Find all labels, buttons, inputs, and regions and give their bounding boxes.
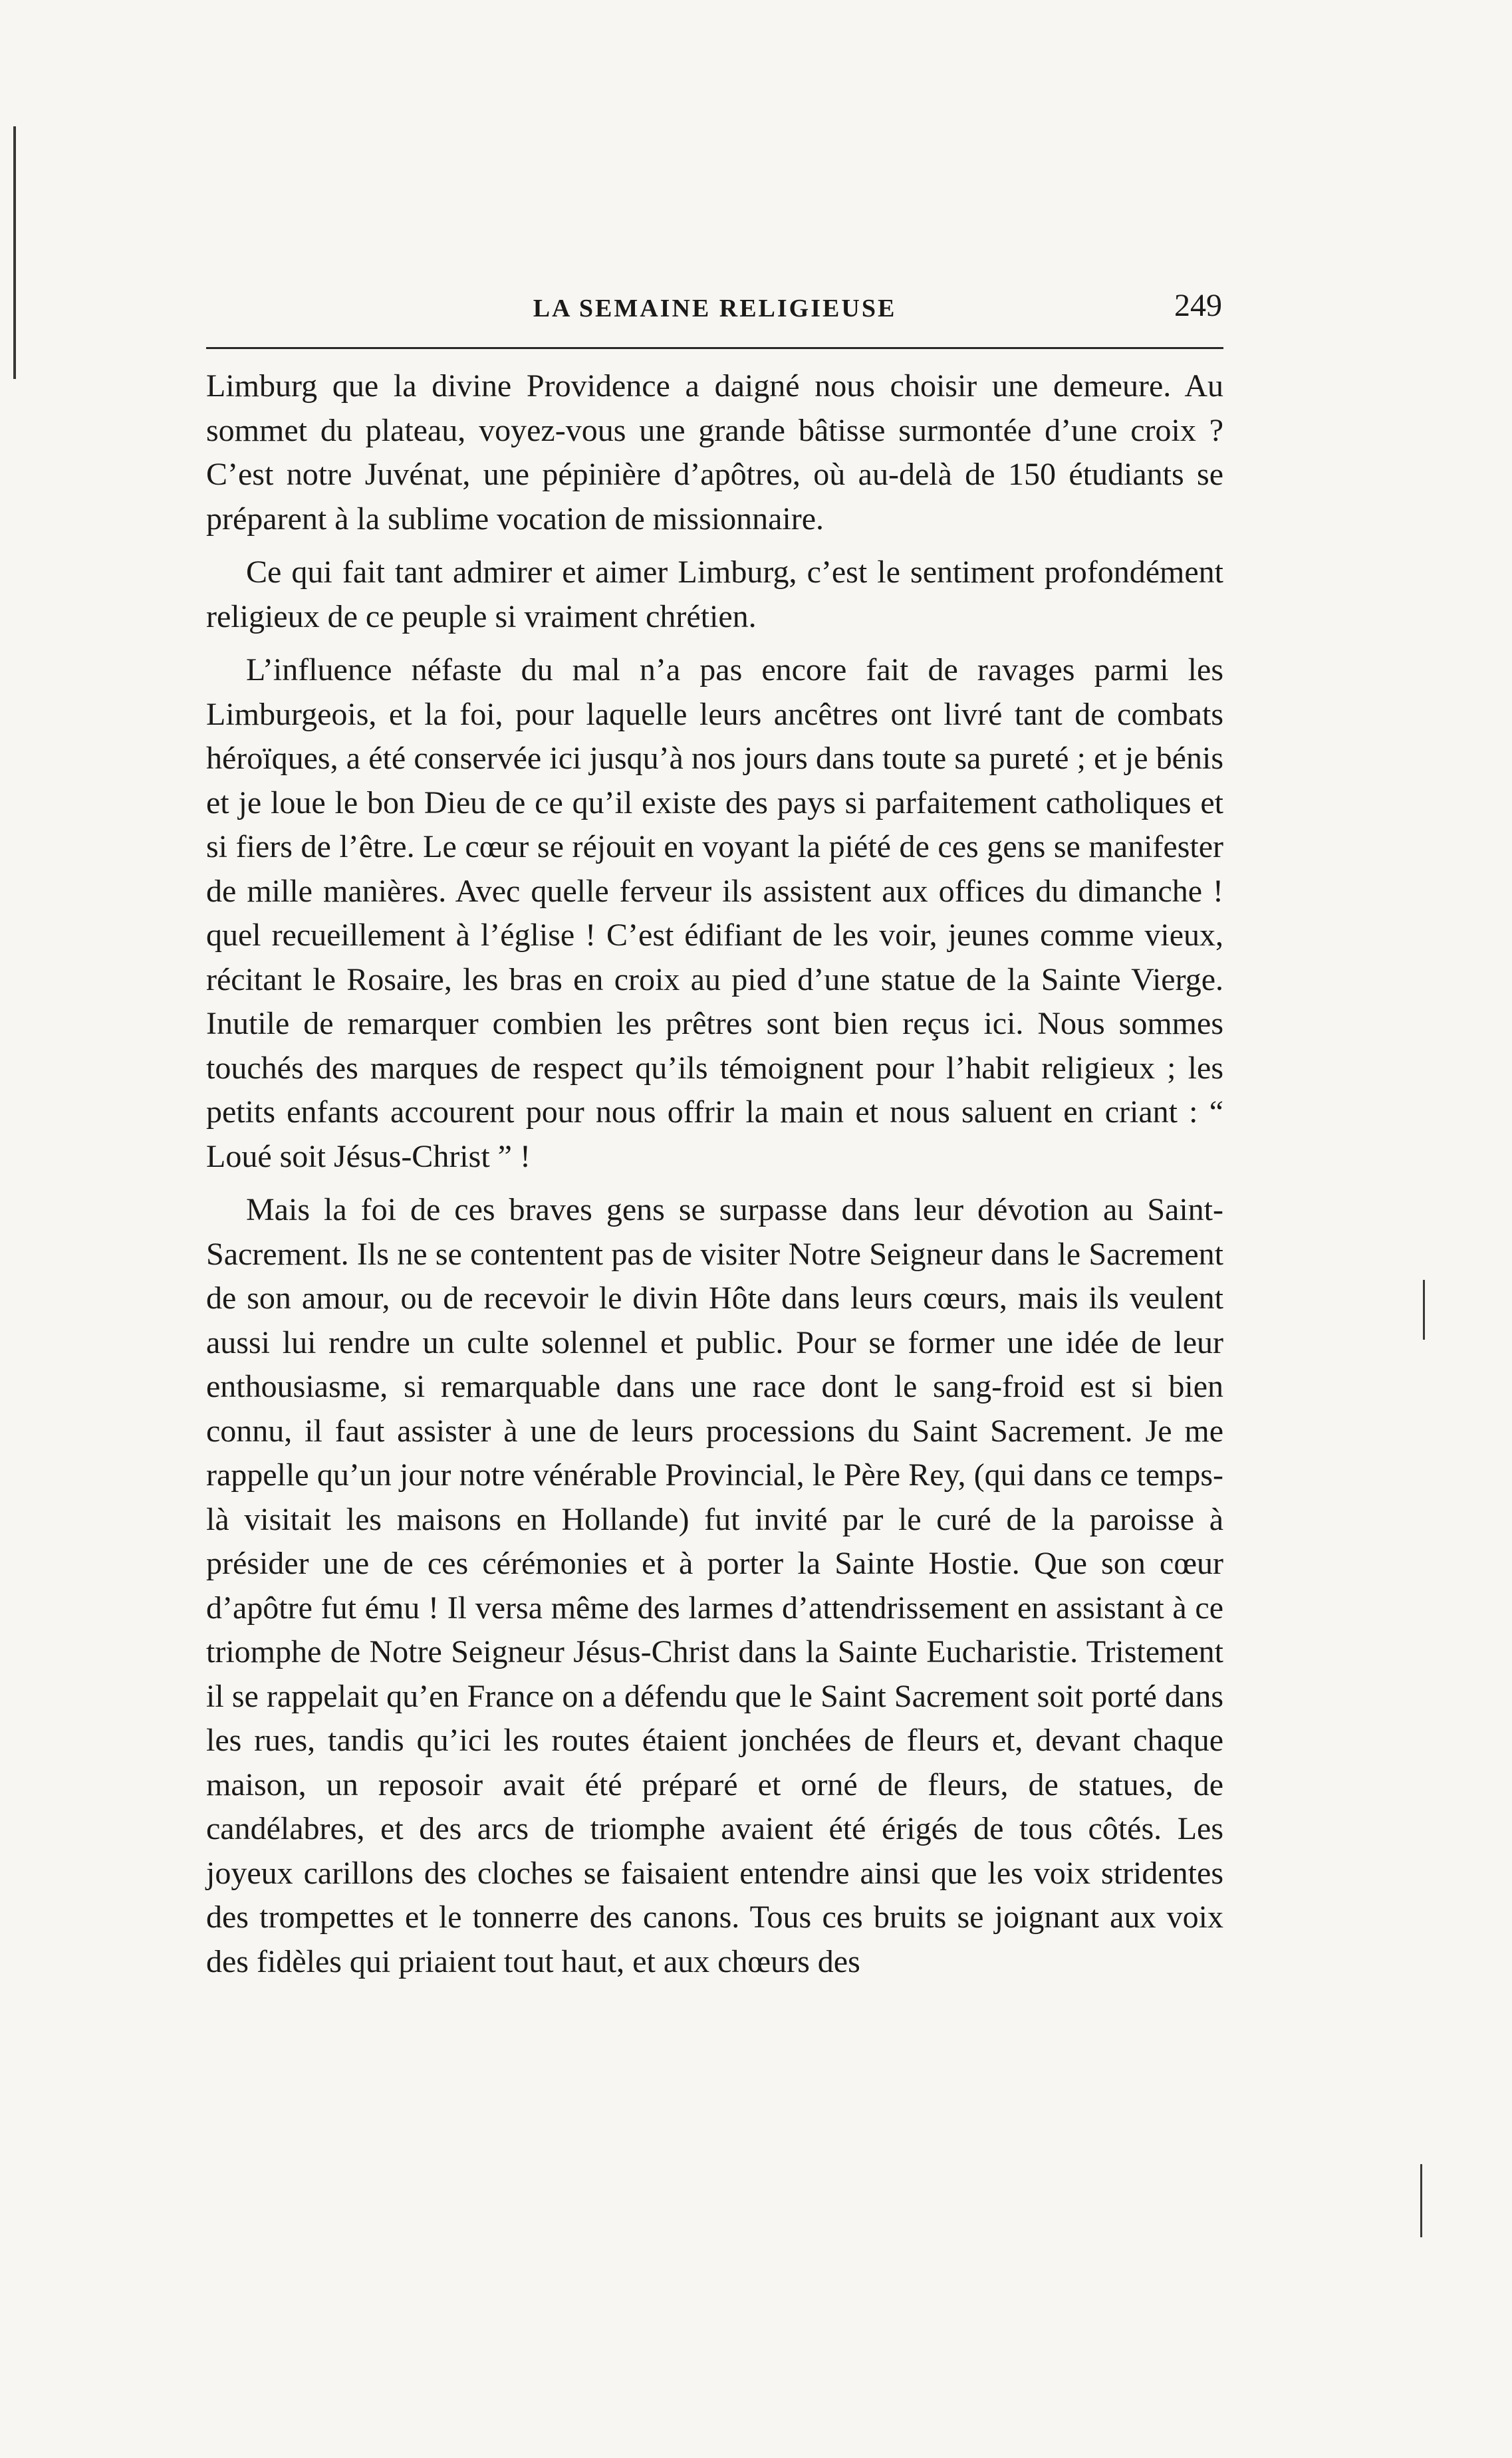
page-number: 249 xyxy=(1174,288,1222,323)
scan-edge-mark xyxy=(1420,2164,1422,2237)
paragraph: L’influence néfaste du mal n’a pas encore fait de ravages parmi les Limburgeois, et la foi, pour laquelle leurs ancêtres ont livré tant de combats héroïques, a été conservée ici jusqu’à nos jours dans toute sa pureté ; et je bénis et je loue le bon Dieu de ce qu’il existe des pays si parfaitement catholiques et si fiers de l’être. Le cœur se réjouit en voyant la piété de ces gens se manifester de mille manières. Avec quelle ferveur ils assistent aux offices du dimanche ! quel recueillement à l’église ! C’est édifiant de les voir, jeunes comme vieux, récitant le Rosaire, les bras en croix au pied d’une statue de la Sainte Vierge. Inutile de remarquer combien les prêtres sont bien reçus ici. Nous sommes touchés des marques de respect qu’ils témoignent pour l’habit religieux ; les petits enfants accourent pour nous offrir la main et nous saluent en criant : “ Loué soit Jésus-Christ ” ! xyxy=(206,652,1223,1174)
scan-edge-mark xyxy=(1423,1280,1425,1340)
running-title: LA SEMAINE RELIGIEUSE xyxy=(533,295,897,322)
paragraph: Limburg que la divine Providence a daigné nous choisir une demeure. Au sommet du plateau, voyez-vous une grande bâtisse surmontée d’une croix ? C’est notre Juvénat, une pépinière d’apôtres, où au-delà de 150 étudiants se préparent à la sublime vocation de missionnaire. xyxy=(206,368,1223,537)
body-text xyxy=(206,364,1223,1993)
paragraph: Mais la foi de ces braves gens se surpasse dans leur dévotion au Saint-Sacrement. Ils ne se contentent pas de visiter Notre Seigneur dans le Sacrement de son amour, ou de recevoir le divin Hôte dans leurs cœurs, mais ils veulent aussi lui rendre un culte solennel et public. Pour se former une idée de leur enthousiasme, si remarquable dans une race dont le sang-froid est si bien connu, il faut assister à une de leurs processions du Saint Sacrement. Je me rappelle qu’un jour notre vénérable Provincial, le Père Rey, (qui dans ce temps-là visitait les maisons en Hollande) fut invité par le curé de la paroisse à présider une de ces cérémonies et à porter la Sainte Hostie. Que son cœur d’apôtre fut ému ! Il versa même des larmes d’attendrissement en assistant à ce triomphe de Notre Seigneur Jésus-Christ dans la Sainte Eucharistie. Tristement il se rappelait qu’en France on a défendu que le Saint Sacrement soit porté dans les rues, tandis qu’ici les routes étaient jonchées de fleurs et, devant chaque maison, un reposoir avait été préparé et orné de fleurs, de statues, de candélabres, et des arcs de triomphe avaient été érigés de tous côtés. Les joyeux carillons des cloches se faisaient entendre ainsi que les voix stridentes des trompettes et le tonnerre des canons. Tous ces bruits se joignant aux voix des fidèles qui priaient tout haut, et aux chœurs des xyxy=(206,1192,1223,1979)
paragraph: Ce qui fait tant admirer et aimer Limburg, c’est le sentiment profondément religieux de ce peuple si vraiment chrétien. xyxy=(206,554,1223,634)
header-rule xyxy=(206,347,1223,349)
scan-edge-mark xyxy=(13,126,16,379)
page-header xyxy=(206,287,1223,334)
